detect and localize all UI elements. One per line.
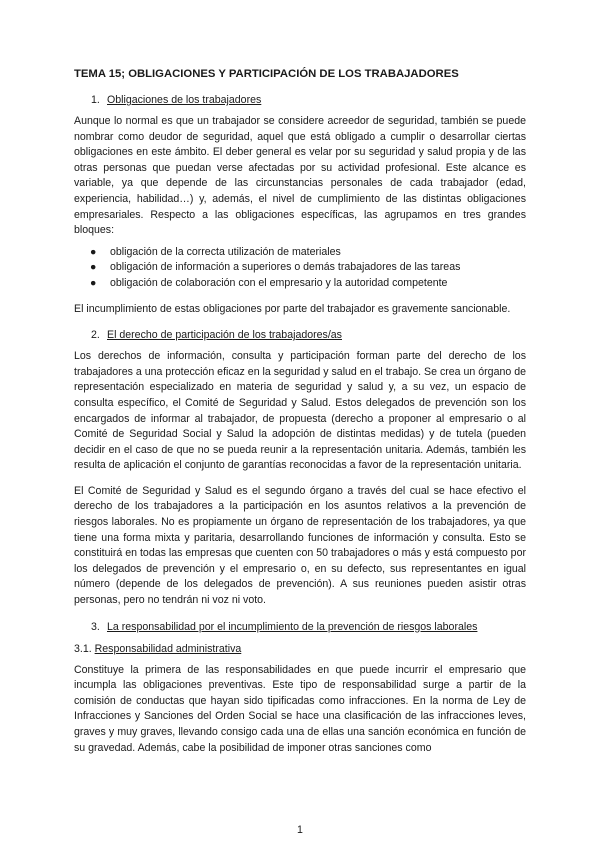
document-body xyxy=(74,66,526,766)
section-number: 3. xyxy=(91,620,100,633)
paragraph: Los derechos de información, consulta y participación forman parte del derecho de los trabajadores a una protección eficaz en la seguridad y salud en el trabajo. Se crea un órgano de representación especializado en materia de seguridad y salud y, a su vez, un espacio de consulta específico, el Comité de Seguridad y Salud. Estos delegados de prevención son los encargados de informar al trabajador, de propuesta (derecho a proponer al empresario o al Comité de Seguridad Social y Salud la adopción de distintas medidas) y de tutela (pueden decidir en el caso de que no se pueda reunir a la representación unitaria. Además, también les resulta de aplicación el conjunto de garantías reconocidas a favor de la representación unitaria. xyxy=(74,350,526,472)
list-item-text: obligación de información a superiores o demás trabajadores de las tareas xyxy=(110,261,461,274)
section-title: Obligaciones de los trabajadores xyxy=(107,94,262,106)
paragraph: Aunque lo normal es que un trabajador se considere acreedor de seguridad, también se puede nombrar como deudor de seguridad, aquel que está obligado a cumplir o desarrollar ciertas obligaciones en este ámbito. El deber general es velar por su seguridad y salud propia y de las otras personas que puedan verse afectadas por su actividad profesional. Este alcance es variable, ya que depende de las circunstancias personales de cada trabajador (edad, experiencia, habilidad…) y, además, el nivel de cumplimiento de las distintas obligaciones empresariales. Respecto a las obligaciones específicas, las agrupamos en tres grandes bloques: xyxy=(74,115,526,237)
section-number: 1. xyxy=(91,94,100,106)
list-item xyxy=(74,260,526,276)
section-number: 2. xyxy=(91,329,100,342)
list-item xyxy=(74,245,526,261)
paragraph: El Comité de Seguridad y Salud es el segundo órgano a través del cual se hace efectivo el derecho de los trabajadores a la participación en los asuntos relativos a la prevención de riesgos laborales. No es propiamente un órgano de representación de los trabajadores, ya que tiene una forma mixta y paritaria, desarrollando funciones de información y consulta. Esto se constituirá en todas las empresas que cuenten con 50 trabajadores o más y está compuesto por los delegados de prevención y el empresario o, en su defecto, sus representantes en igual número (depende de los delegados de prevención). A sus reuniones pueden asistir otras personas, pero no tendrán ni voz ni voto. xyxy=(74,484,526,607)
paragraph: Constituye la primera de las responsabilidades en que puede incurrir el empresario que incumpla las obligaciones preventivas. Este tipo de responsabilidad surge a partir de la comisión de conductas que hayan sido tipificadas como infracciones. En la norma de Ley de Infracciones y Sanciones del Orden Social se hace una clasificación de las infracciones leves, graves y muy graves, llevando consigo cada una de ellas una sanción económica en función de su gravedad. Además, cabe la posibilidad de imponer otras sanciones como xyxy=(74,663,526,754)
section-heading-3 xyxy=(91,619,526,635)
page-number: 1 xyxy=(297,824,303,836)
document-title: TEMA 15; OBLIGACIONES Y PARTICIPACIÓN DE LOS TRABAJADORES xyxy=(74,68,459,80)
section-heading-1 xyxy=(91,92,526,108)
bullet-icon: ● xyxy=(90,261,97,274)
section-title: La responsabilidad por el incumplimiento de la prevención de riesgos laborales xyxy=(107,620,478,633)
section-title: El derecho de participación de los trabajadores/as xyxy=(107,329,342,342)
bullet-icon: ● xyxy=(90,276,97,289)
section-heading-2 xyxy=(91,327,526,343)
subsection-title: Responsabilidad administrativa xyxy=(94,642,242,655)
subsection-heading xyxy=(74,641,526,657)
list-item xyxy=(74,276,526,292)
paragraph: El incumplimiento de estas obligaciones por parte del trabajador es gravemente sancionable. xyxy=(74,302,511,315)
list-item-text: obligación de colaboración con el empresario y la autoridad competente xyxy=(110,276,448,289)
bullet-icon: ● xyxy=(90,245,97,258)
list-item-text: obligación de la correcta utilización de materiales xyxy=(110,245,341,258)
subsection-number: 3.1. xyxy=(74,642,92,655)
bullet-list xyxy=(74,245,526,292)
